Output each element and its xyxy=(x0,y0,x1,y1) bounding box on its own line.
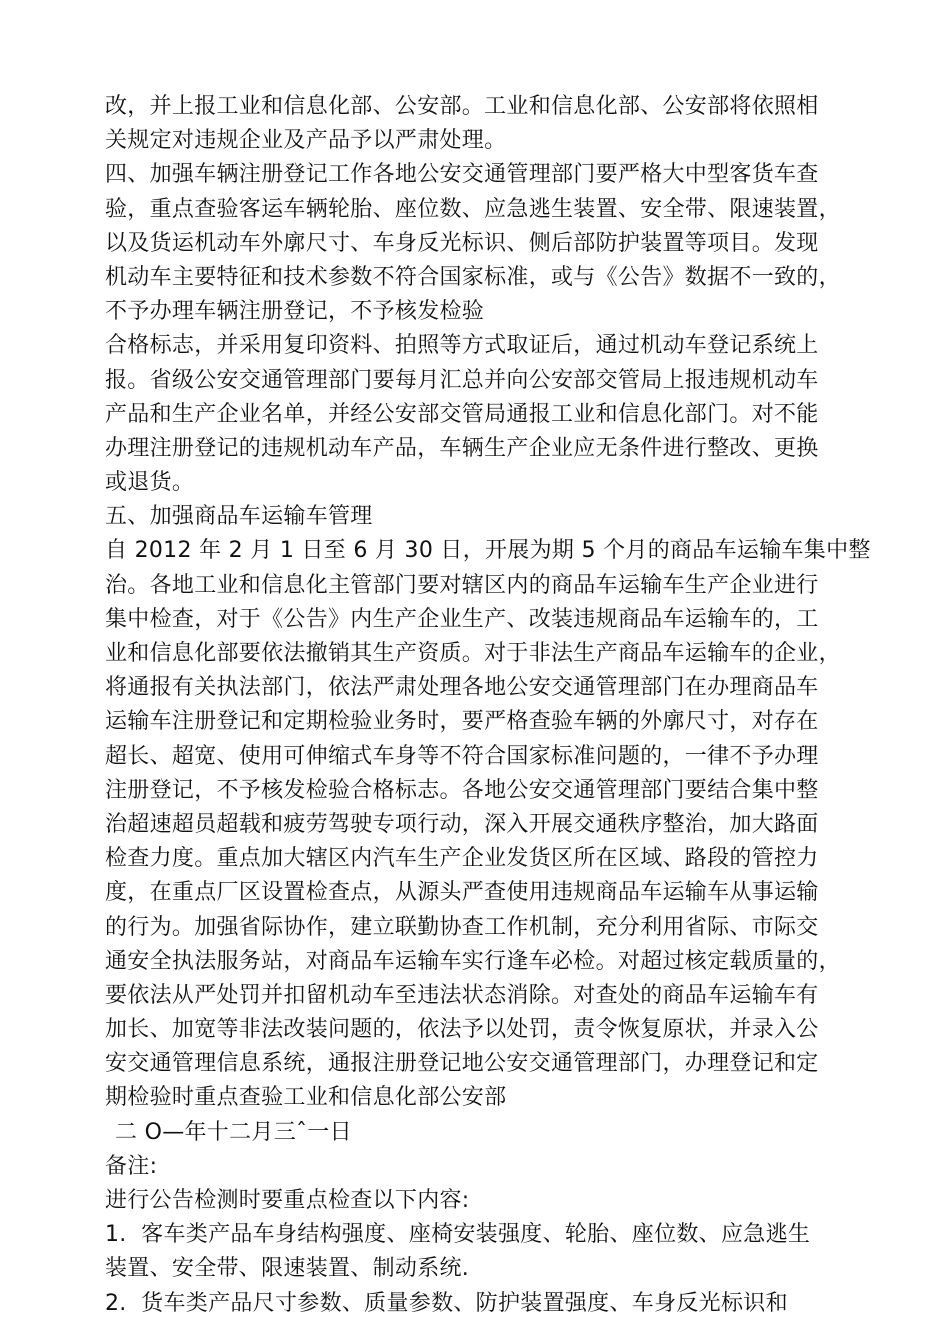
text-line: 治超速超员超载和疲劳驾驶专项行动，深入开展交通秩序整治，加大路面 xyxy=(105,811,819,837)
remarks-item-2: 2. 货车类产品尺寸参数、质量参数、防护装置强度、车身反光标识和 xyxy=(105,1290,788,1316)
section-five-heading: 五、加强商品车运输车管理 xyxy=(105,504,373,530)
text-line: 不予办理车辆注册登记，不予核发检验 xyxy=(105,299,485,325)
text-line: 将通报有关执法部门，依法严肃处理各地公安交通管理部门在办理商品车 xyxy=(105,675,819,701)
text-line: 机动车主要特征和技术参数不符合国家标准，或与《公告》数据不一致的， xyxy=(105,264,841,290)
text-line: 产品和生产企业名单，并经公安部交管局通报工业和信息化部门。对不能 xyxy=(105,401,819,427)
text-line: 自 2012 年 2 月 1 日至 6 月 30 日，开展为期 5 个月的商品车运输车集中整 xyxy=(105,538,871,564)
text-line: 业和信息化部要依法撤销其生产资质。对于非法生产商品车运输车的企业， xyxy=(105,641,841,666)
remarks-heading: 备注: xyxy=(105,1153,158,1179)
document-date: 二 O—年十二月三ˆ一日 xyxy=(115,1119,352,1145)
text-line: 运输车注册登记和定期检验业务时，要严格查验车辆的外廓尺寸，对存在 xyxy=(105,709,819,735)
text-line: 办理注册登记的违规机动车产品，车辆生产企业应无条件进行整改、更换 xyxy=(105,435,819,461)
text-line: 或退货。 xyxy=(105,470,195,496)
text-line: 安交通管理信息系统，通报注册登记地公安交通管理部门，办理登记和定 xyxy=(105,1051,819,1077)
text-line: 期检验时重点查验工业和信息化部公安部 xyxy=(105,1085,507,1111)
document-body xyxy=(105,90,871,1321)
remarks-item-1-continued: 装置、安全带、限速装置、制动系统. xyxy=(105,1256,470,1282)
section-four-heading-line: 四、加强车辆注册登记工作各地公安交通管理部门要严格大中型客货车查 xyxy=(105,162,819,188)
text-line: 集中检查，对于《公告》内生产企业生产、改装违规商品车运输车的，工 xyxy=(105,606,819,632)
text-line: 检查力度。重点加大辖区内汽车生产企业发货区所在区域、路段的管控力 xyxy=(105,846,819,872)
text-line: 合格标志，并采用复印资料、拍照等方式取证后，通过机动车登记系统上 xyxy=(105,333,819,359)
text-line: 的行为。加强省际协作，建立联勤协查工作机制，充分利用省际、市际交 xyxy=(105,914,819,940)
text-line: 报。省级公安交通管理部门要每月汇总并向公安部交管局上报违规机动车 xyxy=(105,367,819,393)
text-line: 通安全执法服务站，对商品车运输车实行逢车必检。对超过核定载质量的， xyxy=(105,948,841,974)
text-line: 以及货运机动车外廓尺寸、车身反光标识、侧后部防护装置等项目。发现 xyxy=(105,230,819,256)
text-line: 要依法从严处罚并扣留机动车至违法状态消除。对查处的商品车运输车有 xyxy=(105,982,819,1008)
remarks-intro: 进行公告检测时要重点检查以下内容: xyxy=(105,1188,470,1213)
remarks-item-1: 1. 客车类产品车身结构强度、座椅安装强度、轮胎、座位数、应急逃生 xyxy=(105,1222,811,1248)
text-line: 加长、加宽等非法改装问题的，依法予以处罚，责令恢复原状，并录入公 xyxy=(105,1017,819,1043)
text-line: 超长、超宽、使用可伸缩式车身等不符合国家标准问题的，一律不予办理 xyxy=(105,743,819,769)
text-line: 改，并上报工业和信息化部、公安部。工业和信息化部、公安部将依照相 xyxy=(105,94,819,119)
text-line: 验，重点查验客运车辆轮胎、座位数、应急逃生装置、安全带、限速装置， xyxy=(105,196,841,222)
text-line: 关规定对违规企业及产品予以严肃处理。 xyxy=(105,128,507,154)
text-line: 注册登记，不予核发检验合格标志。各地公安交通管理部门要结合集中整 xyxy=(105,777,819,803)
text-line: 度，在重点厂区设置检查点，从源头严查使用违规商品车运输车从事运输 xyxy=(105,880,819,906)
text-line: 治。各地工业和信息化主管部门要对辖区内的商品车运输车生产企业进行 xyxy=(105,572,819,598)
